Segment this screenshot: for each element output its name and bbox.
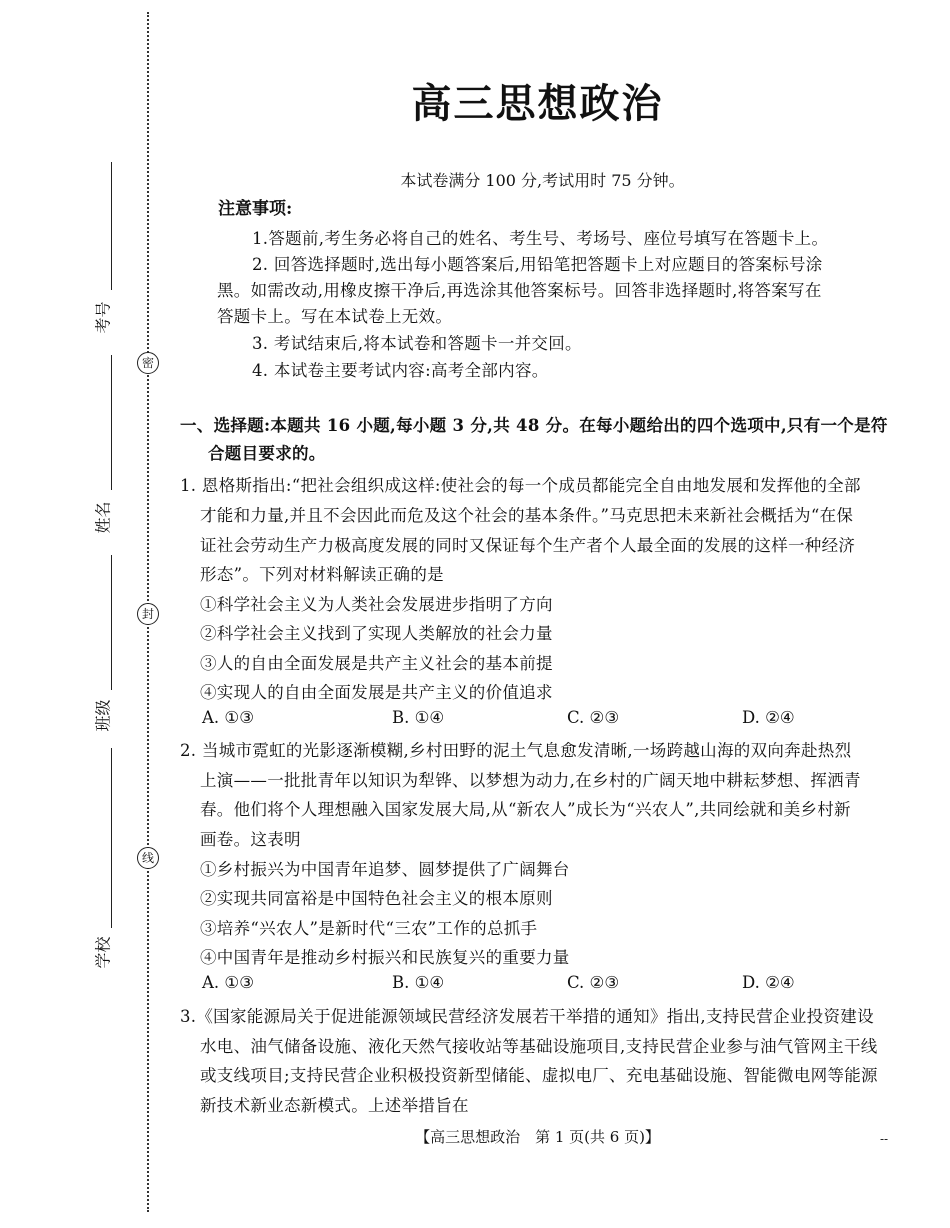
exam-number-label: 考号 [93, 301, 113, 334]
page-title: 高三思想政治 [411, 80, 664, 127]
school-label: 学校 [93, 936, 113, 969]
q2-item: ④中国青年是推动乡村振兴和民族复兴的重要力量 [200, 948, 570, 967]
q2-stem: 2. 当城市霓虹的光影逐渐模糊,乡村田野的泥土气息愈发清晰,一场跨越山海的双向奔赴热烈 [180, 741, 852, 760]
q2-stem: 春。他们将个人理想融入国家发展大局,从“新农人”成长为“兴农人”,共同绘就和美乡村新 [200, 800, 851, 819]
note-item: 1.答题前,考生务必将自己的姓名、考生号、考场号、座位号填写在答题卡上。 [252, 229, 829, 248]
notes-heading: 注意事项: [218, 199, 293, 219]
name-line [111, 355, 112, 490]
q1-option-d: D. ②④ [742, 708, 795, 727]
q1-stem: 证社会劳动生产力极高度发展的同时又保证每个生产者个人最全面的发展的这样一种经济 [200, 536, 856, 555]
q2-item: ①乡村振兴为中国青年追梦、圆梦提供了广阔舞台 [200, 860, 570, 879]
q1-item: ③人的自由全面发展是共产主义社会的基本前提 [200, 654, 553, 673]
q2-stem: 上演——一批批青年以知识为犁铧、以梦想为动力,在乡村的广阔天地中耕耘梦想、挥洒青 [200, 771, 861, 790]
q2-option-a: A. ①③ [202, 973, 254, 992]
name-label: 姓名 [93, 501, 113, 534]
seal-mi: 密 [137, 352, 159, 374]
q2-option-c: C. ②③ [567, 973, 620, 992]
section-heading: 一、选择题:本题共 16 小题,每小题 3 分,共 48 分。在每小题给出的四个选项中,只有一个是符 [180, 416, 888, 435]
q1-item: ①科学社会主义为人类社会发展进步指明了方向 [200, 595, 553, 614]
note-item: 答题卡上。写在本试卷上无效。 [217, 307, 453, 326]
note-item: 3. 考试结束后,将本试卷和答题卡一并交回。 [252, 334, 582, 353]
footer-mark: -- [880, 1132, 889, 1146]
q1-stem: 形态”。下列对材料解读正确的是 [200, 565, 444, 584]
class-label: 班级 [93, 699, 113, 732]
school-line [111, 748, 112, 928]
q3-stem: 新技术新业态新模式。上述举措旨在 [200, 1096, 469, 1115]
q2-stem: 画卷。这表明 [200, 830, 301, 849]
exam-info: 本试卷满分 100 分,考试用时 75 分钟。 [400, 171, 685, 190]
q1-option-a: A. ①③ [202, 708, 254, 727]
q1-option-c: C. ②③ [567, 708, 620, 727]
note-item: 黑。如需改动,用橡皮擦干净后,再选涂其他答案标号。回答非选择题时,将答案写在 [217, 281, 822, 300]
q2-option-b: B. ①④ [392, 973, 445, 992]
q2-item: ③培养“兴农人”是新时代“三农”工作的总抓手 [200, 919, 538, 938]
q3-stem: 或支线项目;支持民营企业积极投资新型储能、虚拟电厂、充电基础设施、智能微电网等能源 [200, 1066, 878, 1085]
seal-feng: 封 [137, 603, 159, 625]
q1-stem: 才能和力量,并且不会因此而危及这个社会的基本条件。”马克思把未来新社会概括为“在保 [200, 506, 854, 525]
q2-option-d: D. ②④ [742, 973, 795, 992]
q1-stem: 1. 恩格斯指出:“把社会组织成这样:使社会的每一个成员都能完全自由地发展和发挥他的全部 [180, 476, 861, 495]
note-item: 4. 本试卷主要考试内容:高考全部内容。 [252, 361, 549, 380]
seal-xian: 线 [137, 847, 159, 869]
q2-item: ②实现共同富裕是中国特色社会主义的根本原则 [200, 889, 553, 908]
q3-stem: 3.《国家能源局关于促进能源领域民营经济发展若干举措的通知》指出,支持民营企业投资建设 [180, 1007, 874, 1026]
q1-option-b: B. ①④ [392, 708, 445, 727]
class-line [111, 555, 112, 690]
q3-stem: 水电、油气储备设施、液化天然气接收站等基础设施项目,支持民营企业参与油气管网主干线 [200, 1037, 878, 1056]
q1-item: ②科学社会主义找到了实现人类解放的社会力量 [200, 624, 553, 643]
section-heading-cont: 合题目要求的。 [208, 444, 326, 463]
q1-item: ④实现人的自由全面发展是共产主义的价值追求 [200, 683, 553, 702]
note-item: 2. 回答选择题时,选出每小题答案后,用铅笔把答题卡上对应题目的答案标号涂 [252, 255, 823, 274]
page-footer: 【高三思想政治 第 1 页(共 6 页)】 [415, 1128, 660, 1146]
